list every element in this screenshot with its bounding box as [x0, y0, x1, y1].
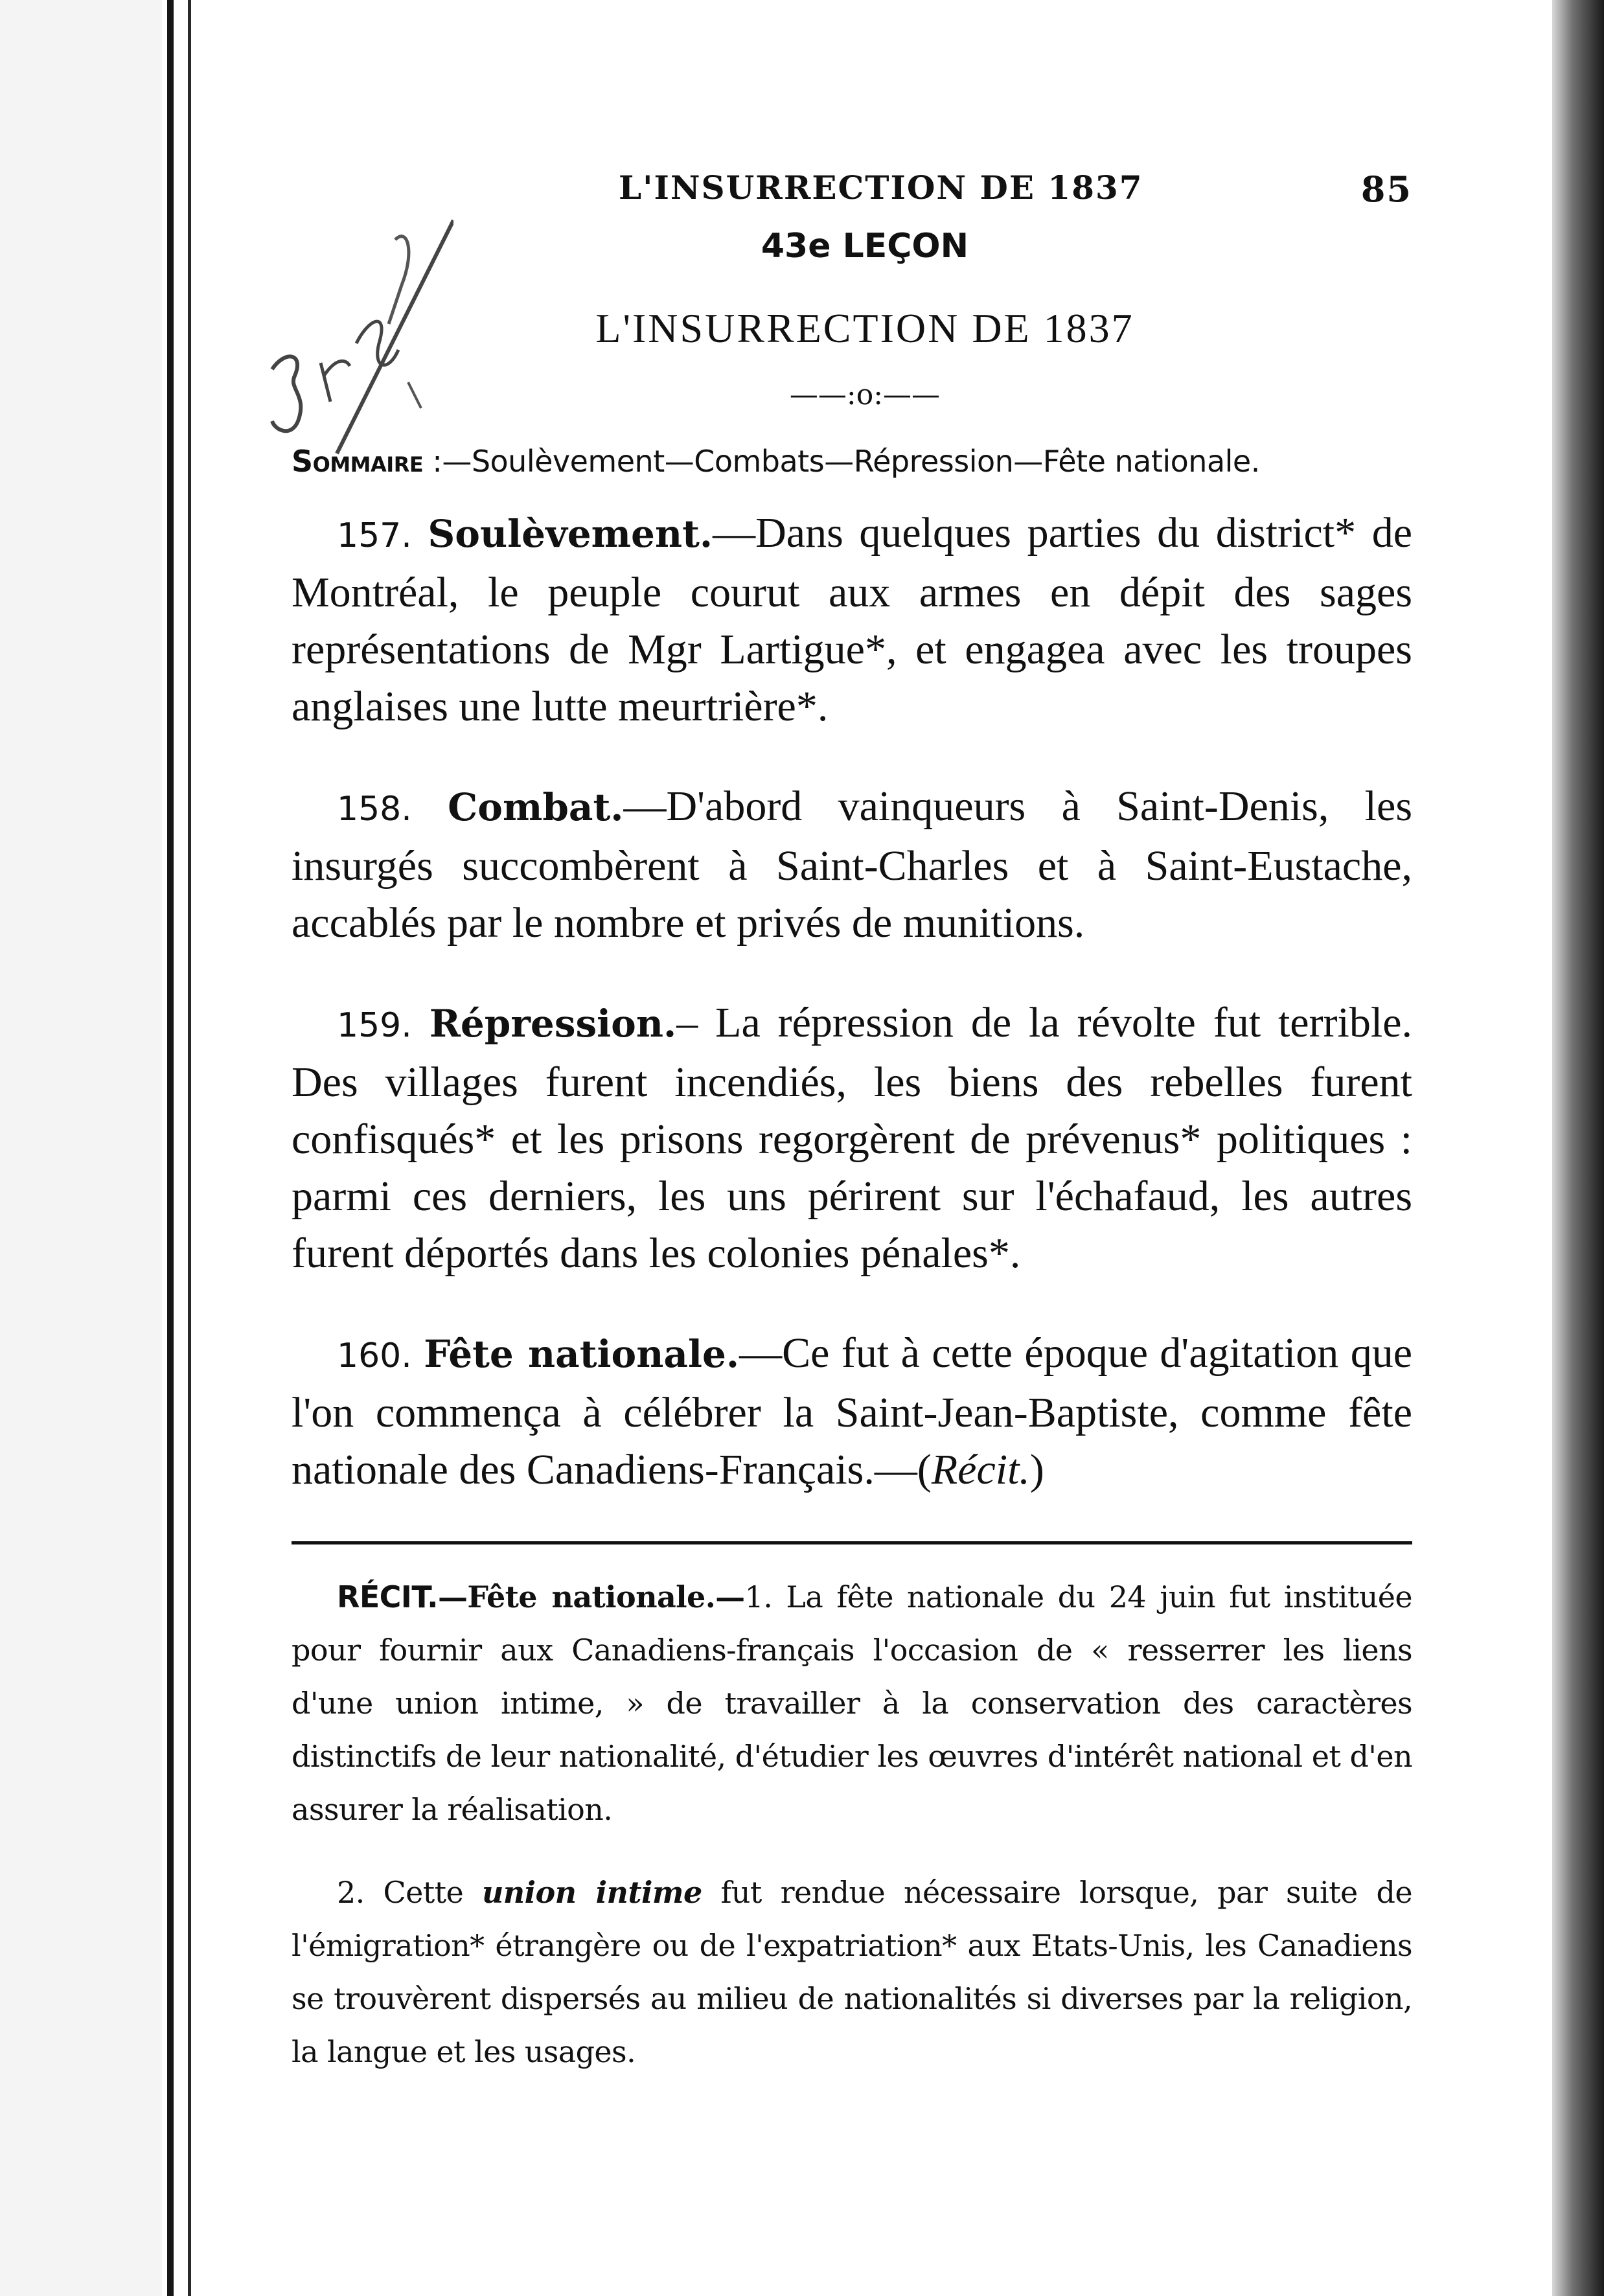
- recit-text: 2. Cette: [337, 1875, 482, 1910]
- paragraph-text: —Dans quelques parties du district* de Montréal, le peuple courut aux armes en dépit des sages représentations de Mgr Lartigue*, et engagea avec les troupes anglaises une lutte meurtrière*.: [292, 509, 1412, 730]
- running-header: [292, 155, 1412, 214]
- recit-label: RÉCIT.: [337, 1579, 438, 1614]
- paragraph-159: [292, 994, 1412, 1282]
- separator: ——:o:——: [789, 378, 941, 411]
- paragraph-text: —Ce fut à cette époque d'agitation que l'on commença à célébrer la Saint-Jean-Baptiste, comme fête nationale des Canadiens-Français.—(: [292, 1329, 1412, 1493]
- scan-fold-line: [167, 0, 174, 2296]
- paragraph-number: 157.: [337, 516, 412, 555]
- recit-paragraph-1: [292, 1570, 1412, 1836]
- recit-emphasis: union intime: [481, 1875, 702, 1910]
- running-title: L'INSURRECTION DE 1837: [619, 168, 1143, 207]
- paragraph-number: 159.: [337, 1006, 412, 1045]
- paragraph-heading: Répression.: [429, 1002, 677, 1046]
- paragraph-heading: Soulèvement.: [428, 512, 713, 556]
- recit-heading: —Fête nationale.—: [438, 1579, 745, 1614]
- lesson-number: 43e LEÇON: [761, 227, 969, 266]
- section-rule: [292, 1541, 1412, 1544]
- recit-text: 1. La fête nationale du 24 juin fut instituée pour fournir aux Canadiens-français l'occasion de « resserrer les liens d'une union intime, » de travailler à la conservation des caractères distinctifs de leur nationalité, d'étudier les œuvres d'intérêt national et d'en assurer la réalisation.: [292, 1579, 1413, 1827]
- summary-label: Sommaire: [292, 444, 424, 479]
- recit-reference: Récit.: [931, 1446, 1030, 1493]
- page-content: [292, 155, 1412, 2108]
- paragraph-close: ): [1029, 1446, 1044, 1493]
- summary: [292, 437, 1412, 485]
- scan-left-margin: [0, 0, 162, 2296]
- paragraph-text: —D'abord vainqueurs à Saint-Denis, les insurgés succombèrent à Saint-Charles et à Saint-Eustache, accablés par le nombre et privés de munitions.: [292, 783, 1412, 947]
- lesson-title: L'INSURRECTION DE 1837: [595, 305, 1134, 351]
- paragraph-158: [292, 778, 1412, 952]
- scan-right-edge: [1552, 0, 1604, 2296]
- summary-text: :—Soulèvement—Combats—Répression—Fête nationale.: [423, 444, 1260, 479]
- paragraph-160: [292, 1325, 1412, 1498]
- recit-paragraph-2: [292, 1866, 1412, 2078]
- page-number: 85: [1360, 168, 1412, 210]
- paragraph-157: [292, 505, 1412, 735]
- paragraph-number: 160.: [337, 1337, 412, 1375]
- paragraph-heading: Combat.: [448, 785, 624, 829]
- recit-text: fut rendue nécessaire lorsque, par suite de l'émigration* étrangère ou de l'expatriation* aux Etats-Unis, les Canadiens se trouvèrent dispersés au milieu de nationalités si diverses par la religion, la langue et les usages.: [292, 1875, 1412, 2069]
- paragraph-heading: Fête nationale.: [424, 1332, 740, 1376]
- paragraph-number: 158.: [337, 790, 412, 829]
- scan-fold-line-inner: [188, 0, 191, 2296]
- paragraph-text: – La répression de la révolte fut terrible. Des villages furent incendiés, les biens des rebelles furent confisqués* et les prisons regorgèrent de prévenus* politiques : parmi ces derniers, les uns périrent sur l'échafaud, les autres furent déportés dans les colonies pénales*.: [292, 999, 1412, 1277]
